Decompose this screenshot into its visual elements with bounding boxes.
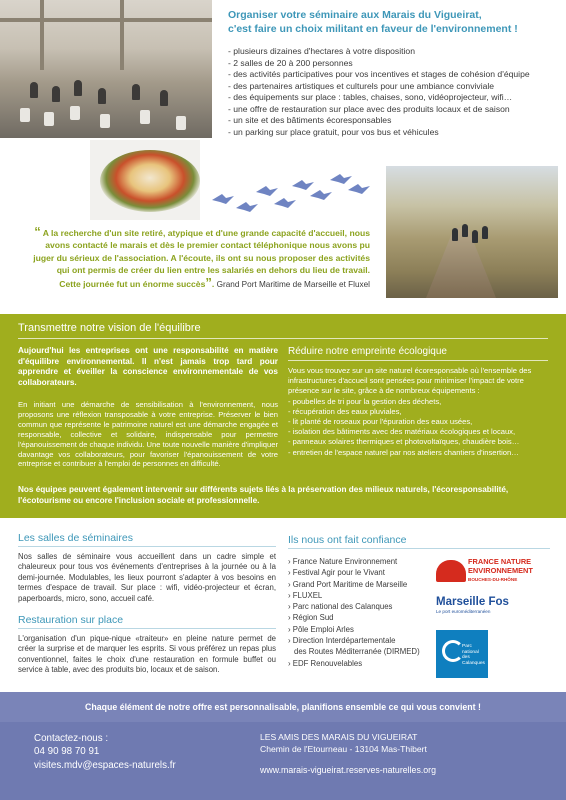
intro-bullet: - des activités participatives pour vos incentives et stages de cohésion d'équipe xyxy=(228,69,530,79)
partner-item: › EDF Renouvelables xyxy=(288,658,363,668)
custom-offer-text: Chaque élément de notre offre est personnalisable, planifions ensemble ce qui vous convient ! xyxy=(85,702,481,712)
photo-food-platter xyxy=(100,150,200,212)
quote-source: Grand Port Maritime de Marseille et Fluxel xyxy=(216,279,370,289)
intro-bullet: - des équipements sur place : tables, chaises, sono, vidéoprojecteur, wifi… xyxy=(228,92,513,102)
contact-label: Contactez-nous : xyxy=(34,733,109,744)
footprint-title: Réduire notre empreinte écologique xyxy=(288,346,447,357)
intro-bullet: - des partenaires artistiques et culturels pour une ambiance conviviale xyxy=(228,80,495,91)
footprint-item: - panneaux solaires thermiques et photovoltaïques, chaudière bois… xyxy=(288,437,520,447)
photo-marsh-boardwalk xyxy=(386,166,558,298)
birds-illustration xyxy=(210,170,370,218)
footprint-item: - entretien de l'espace naturel par nos ateliers chantiers d'insertion… xyxy=(288,447,519,457)
environment-title: Transmettre notre vision de l'équilibre xyxy=(18,322,201,334)
catering-title: Restauration sur place xyxy=(18,614,124,626)
environment-lead: Aujourd'hui les entreprises ont une responsabilité en matière d'équilibre environnemental. Il n'est jamais trop tard pour apprendre et éveiller la conscience environnementale de vos collaborateurs. xyxy=(18,346,278,387)
partners-list xyxy=(288,556,420,669)
partner-item: des Routes Méditerranée (DIRMED) xyxy=(294,647,420,657)
pnc-logo-line1: Parc national xyxy=(462,644,479,655)
close-quote-mark: ” xyxy=(205,274,212,290)
rooms-text: Nos salles de séminaire vous accueillent dans un cadre simple et chaleureux pour tous vos événements d'entreprises à la journée ou à la demi-journée. Modulables, les lieux pourront s'adapter à vos besoins en termes d'espace de travail. Sur place : wifi, vidéo-projecteur et écran, paperboards, micro, sono, accueil café. xyxy=(18,552,276,603)
quote-line: Cette journée fut un énorme succès xyxy=(59,278,206,289)
intro-bullet: - plusieurs dizaines d'hectares à votre disposition xyxy=(228,46,415,56)
mf-logo-marseille: Marseille xyxy=(436,596,486,608)
rooms-divider xyxy=(18,546,276,547)
catering-divider xyxy=(18,628,276,629)
intro-title-line2: c'est faire un choix militant en faveur de l'environnement ! xyxy=(228,23,518,35)
photo-seminar-room xyxy=(0,0,212,138)
intro-bullet: - un parking sur place gratuit, pour vos bus et véhicules xyxy=(228,126,439,137)
organisation-block xyxy=(260,732,436,777)
environment-body: En initiant une démarche de sensibilisation à l'environnement, nous proposons une réflexion transposable à votre entreprise. Préserver le bien commun que représente le patrimoine naturel est une démarche engagée et responsable, collective et solidaire, indispensable pour permettre l'épanouissement de chaque individu. Une toute nouvelle manière d'impliquer davantage vos collaborateurs, pour favoriser l'épanouissement de votre entreprise et contribuer à l'emploi de personnes en difficulté. xyxy=(18,400,278,469)
contact-email[interactable]: visites.mdv@espaces-naturels.fr xyxy=(34,759,176,771)
custom-offer-band xyxy=(0,692,566,722)
footprint-item: - lit planté de roseaux pour l'épuration des eaux usées, xyxy=(288,417,473,427)
partner-item: › Direction Interdépartementale xyxy=(288,636,396,646)
intro-bullet: - un site et des bâtiments écoresponsables xyxy=(228,115,392,125)
mf-logo-sub: Le port euroméditerranéen xyxy=(436,609,491,614)
intro-title xyxy=(228,8,558,36)
footprint-list xyxy=(288,397,550,458)
quote-line: qui ont permis de créer du lien entre les salariés en dehors du lieu de travail. xyxy=(56,265,370,276)
pnc-logo-line2: des Calanques xyxy=(462,655,485,666)
contact-phone[interactable]: 04 90 98 70 91 xyxy=(34,746,100,758)
partner-item: › Pôle Emploi Arles xyxy=(288,624,354,634)
footprint-item: - récupération des eaux pluviales, xyxy=(288,406,402,416)
partner-item: › France Nature Environnement xyxy=(288,557,398,566)
fne-logo-line2: ENVIRONNEMENT xyxy=(468,565,533,575)
website-link[interactable]: www.marais-vigueirat.reserves-naturelles.org xyxy=(260,765,436,776)
environment-footer: Nos équipes peuvent également intervenir sur différents sujets liés à la préservation des milieux naturels, l'écoresponsabilité, l'écotourisme ou encore l'inclusion sociale et professionnelle. xyxy=(18,485,509,505)
intro-bullet: - 2 salles de 20 à 200 personnes xyxy=(228,57,353,68)
calanques-swirl-icon xyxy=(442,640,464,662)
partner-item: › Grand Port Maritime de Marseille xyxy=(288,579,408,589)
testimonial-quote: “ A la recherche d'un site retiré, atypique et d'une grande capacité d'accueil, nous avons contacté le marais et dès le premier contact téléphonique nous avons pu juger du sérieux de l'association. A l'écoute, ils ont su nous proposer des activités qui ont permis de créer du lien entre les salariés en dehors du lieu de travail. Cette journée fut un énorme succès”. Grand Port Maritime de Marseille et Fluxel xyxy=(33,224,370,290)
quote-line: juger du sérieux de l'association. A l'écoute, ils ont su nous proposer des activités xyxy=(33,252,370,263)
rooms-title: Les salles de séminaires xyxy=(18,532,133,544)
environment-section xyxy=(0,314,566,518)
footprint-item: - poubelles de tri pour la gestion des déchets, xyxy=(288,396,442,406)
partners-divider xyxy=(288,548,550,549)
quote-line: avons contacté le marais et dès le premier contact téléphonique nous avons pu xyxy=(45,240,370,251)
fne-logo-line1: FRANCE NATURE xyxy=(468,557,532,566)
marseille-fos-logo xyxy=(436,596,556,622)
open-quote-mark: “ xyxy=(34,224,41,239)
partners-title: Ils nous ont fait confiance xyxy=(288,534,407,546)
contact-footer xyxy=(0,722,566,800)
quote-line: A la recherche d'un site retiré, atypique et d'une grande capacité d'accueil, nous xyxy=(42,228,370,238)
partner-item: › Festival Agir pour le Vivant xyxy=(288,568,385,578)
intro-bullet: - une offre de restauration sur place avec des produits locaux et de saison xyxy=(228,103,510,114)
mf-logo-fos: Fos xyxy=(488,596,509,608)
intro-block xyxy=(228,8,558,138)
fne-logo xyxy=(434,556,554,586)
calanques-logo xyxy=(436,630,488,678)
intro-bullet-list xyxy=(228,46,558,138)
footprint-item: - isolation des bâtiments avec des matériaux écologiques et locaux, xyxy=(288,427,516,437)
partner-item: › Parc national des Calanques xyxy=(288,602,393,612)
footprint-block xyxy=(288,366,550,458)
catering-text: L'organisation d'un pique-nique «traiteur» en pleine nature permet de créer la surprise et de marquer les esprits. Si vous préférez un repas plus conventionnel, faites le choix d'une restauration en formule buffet ou service à table, avec des produits bio, locaux et de saison. xyxy=(18,634,276,675)
footprint-divider xyxy=(288,360,548,361)
fne-logo-sub: BOUCHES-DU-RHÔNE xyxy=(468,577,518,582)
partner-item: › Région Sud xyxy=(288,613,334,623)
fne-emblem-icon xyxy=(436,560,466,582)
intro-title-line1: Organiser votre séminaire aux Marais du Vigueirat, xyxy=(228,9,482,21)
partner-item: › FLUXEL xyxy=(288,590,323,600)
environment-divider xyxy=(18,338,548,339)
organisation-address: Chemin de l'Etourneau - 13104 Mas-Thibert xyxy=(260,743,427,754)
organisation-name: LES AMIS DES MARAIS DU VIGUEIRAT xyxy=(260,732,418,742)
footprint-intro: Vous vous trouvez sur un site naturel écoresponsable où l'ensemble des infrastructures d'accueil sont pensées pour minimiser l'impact de votre présence sur le site, grâce à de nombreux équipements : xyxy=(288,366,532,396)
contact-block xyxy=(34,732,176,772)
